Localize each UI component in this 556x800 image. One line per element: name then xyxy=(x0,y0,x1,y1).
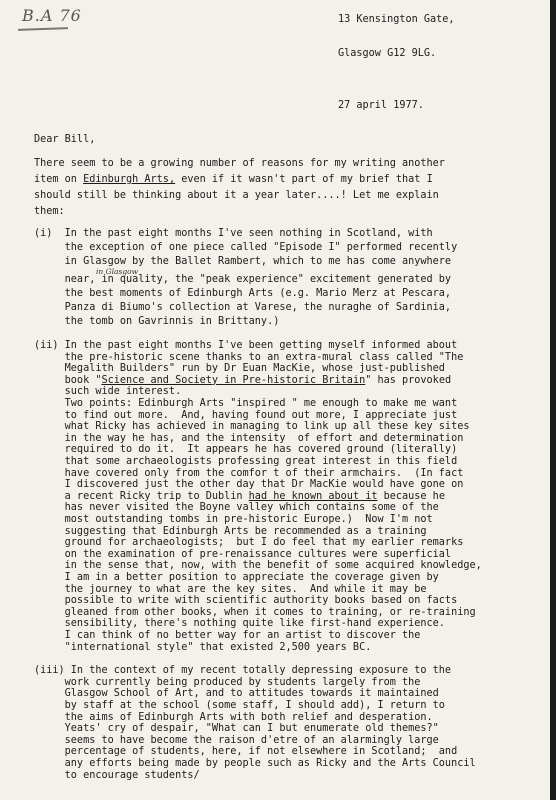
point-ii-line: "international style" that existed 2,500 years BC. xyxy=(34,641,372,653)
point-i-line: near, in quality, the "peak experience" excitement generated by xyxy=(34,274,452,285)
intro-line: There seem to be a growing number of reasons for my writing another xyxy=(34,158,445,169)
address-line-2: Glasgow G12 9LG. xyxy=(338,48,437,59)
point-ii-line: possible to write with scientific authority books based on facts xyxy=(34,595,458,607)
salutation: Dear Bill, xyxy=(34,134,96,145)
address-line-1: 13 Kensington Gate, xyxy=(338,14,455,25)
scan-edge xyxy=(550,0,556,800)
intro-line: them: xyxy=(34,206,65,217)
archive-mark: B.A 76 xyxy=(22,6,82,25)
point-ii-line: the pre-historic scene thanks to an extra-mural class called "The xyxy=(34,351,464,363)
point-i-line: the best moments of Edinburgh Arts (e.g. Mario Merz at Pescara, xyxy=(34,288,452,299)
point-ii-line: have covered only from the comfor t of their armchairs. (In fact xyxy=(34,467,464,479)
point-ii-line: such wide interest. xyxy=(34,386,182,398)
handwritten-insert: in Glasgow xyxy=(96,267,139,276)
point-ii-line: the journey to what are the key sites. And while it may be xyxy=(34,583,427,595)
point-iii-line: the aims of Edinburgh Arts with both relief and desperation. xyxy=(34,711,433,723)
point-ii-line: that some archaeologists professing great interest in this field xyxy=(34,456,458,467)
point-ii-line: Megalith Builders" run by Dr Euan MacKie, whose just-published xyxy=(34,363,445,375)
point-ii-line: sensibility, there's nothing quite like first-hand experience. xyxy=(34,618,445,630)
point-iii-line: any efforts being made by people such as Ricky and the Arts Council xyxy=(34,758,476,769)
underlined-phrase: Edinburgh Arts, xyxy=(83,174,176,185)
point-ii-line: (ii) In the past eight months I've been getting myself informed about xyxy=(34,340,458,351)
archive-mark-underline xyxy=(18,27,68,31)
point-ii-line: I can think of no better way for an artist to discover the xyxy=(34,630,421,641)
point-i-line: Panza di Biumo's collection at Varese, the nuraghe of Sardinia, xyxy=(34,302,452,313)
point-ii-line: ground for archaeologists; but I do feel that my earlier remarks xyxy=(34,537,464,549)
letter-date: 27 april 1977. xyxy=(338,100,424,111)
intro-line: item on Edinburgh Arts, even if it wasn't part of my brief that I xyxy=(34,174,433,185)
point-i-line: (i) In the past eight months I've seen nothing in Scotland, with xyxy=(34,228,433,239)
underlined-phrase: Science and Society in Pre-historic Britain xyxy=(101,374,366,386)
point-iii-line: to encourage students/ xyxy=(34,769,200,781)
point-ii-line: most outstanding tombs in pre-historic Europe.) Now I'm not xyxy=(34,514,433,525)
point-iii-line: percentage of students, here, if not elsewhere in Scotland; and xyxy=(34,746,458,758)
intro-line: should still be thinking about it a year later....! Let me explain xyxy=(34,190,439,201)
point-ii-line: suggesting that Edinburgh Arts be recommended as a training xyxy=(34,525,427,537)
point-ii-line: on the examination of pre-renaissance cultures were superficial xyxy=(34,548,452,560)
point-ii-line: to find out more. And, having found out more, I appreciate just xyxy=(34,409,458,421)
point-iii-line: Yeats' cry of despair, "What can I but enumerate old themes?" xyxy=(34,723,439,735)
point-ii-line: has never visited the Boyne valley which contains some of the xyxy=(34,502,439,514)
point-ii-line: gleaned from other books, when it comes to training, or re-training xyxy=(34,606,476,618)
point-ii-line: in the way he has, and the intensity of effort and determination xyxy=(34,432,464,444)
point-iii-line: seems to have become the raison d'etre of an alarmingly large xyxy=(34,734,439,746)
point-ii-line: I am in a better position to appreciate the coverage given by xyxy=(34,572,439,583)
point-iii-line: Glasgow School of Art, and to attitudes towards it maintained xyxy=(34,688,439,700)
point-ii-line: book "Science and Society in Pre-historic Britain" has provoked xyxy=(34,374,452,386)
underlined-phrase: had he known about it xyxy=(248,490,378,502)
point-ii-line: required to do it. It appears he has covered ground (literally) xyxy=(34,444,458,456)
point-i-line: the tomb on Gavrinnis in Brittany.) xyxy=(34,316,280,327)
point-i-line: in Glasgow by the Ballet Rambert, which to me has come anywhere xyxy=(34,256,452,267)
point-ii-line: a recent Ricky trip to Dublin had he known about it because he xyxy=(34,490,445,502)
point-i-line: the exception of one piece called "Episode I" performed recently xyxy=(34,242,458,253)
point-ii-line: in the sense that, now, with the benefit of some acquired knowledge, xyxy=(34,560,482,572)
point-ii-line: what Ricky has achieved in managing to link up all these key sites xyxy=(34,421,470,433)
point-iii-line: (iii) In the context of my recent totally depressing exposure to the xyxy=(34,665,452,677)
point-iii-line: by staff at the school (some staff, I should add), I return to xyxy=(34,700,445,711)
point-ii-line: I discovered just the other day that Dr MacKie would have gone on xyxy=(34,479,464,491)
point-ii-line: Two points: Edinburgh Arts "inspired " me enough to make me want xyxy=(34,398,458,409)
point-iii-line: work currently being produced by students largely from the xyxy=(34,676,421,688)
